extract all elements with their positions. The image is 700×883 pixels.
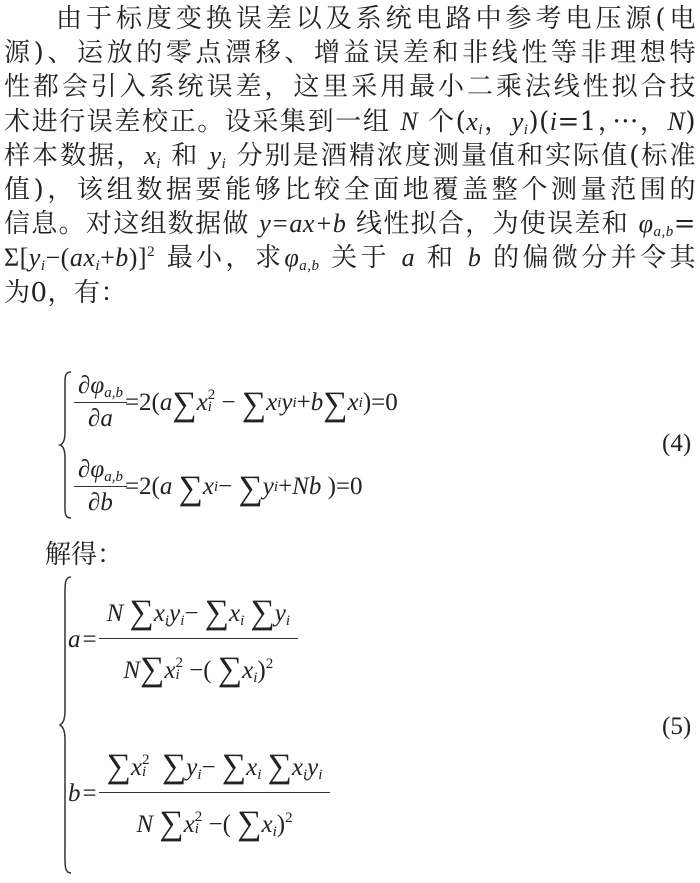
para-line-7: 信息。对这组数据做 y=ax+b 线性拟合，为使误差和 $\varphi_{a,b}=$ [4,209,697,241]
partial-frac-b: $\frac{\partial\varphi_{a,b}}{\partial b}$ [76,456,125,517]
para-line-9: 为0，有： [4,277,128,308]
frac-a: N $\sum x_iy_i- \sum x_i$ $\sum y_i$ $N\sum x^2$ i −( $\sum x_i)^2$ [101,594,296,685]
partial-frac-a: $\frac{\partial\varphi_{a,b}}{\partial a}$ [76,372,125,433]
equation-number-4: (4) [662,430,692,457]
para-line-8: $\Sigma[y_i-(ax_i+b)]^2$ 最小，求$\varphi_{a,b}$ 关于 a 和 b 的偏微分并令其 [4,243,696,275]
para-line-1: 由于标度变换误差以及系统电路中参考电压源(电 [56,4,696,34]
frac-b: $\sum x^2$ i $\sum y_i- \sum x_i$ $\sum x_iy_i$ N $\sum x^2$ i −( $\sum x_i)^2$ [101,748,329,839]
equation-5a: a = N $\sum x_iy_i- \sum x_i$ $\sum y_i$ $N\sum x^2$ i −( $\sum x_i)^2$ [68,594,296,685]
para-line-5: 样本数据，$x_i$ 和 $y_i$ 分别是酒精浓度测量值和实际值(标准 [4,140,696,172]
para-line-4: 术进行误差校正。设采集到一组 N 个($x_i$，$y_i)(i=1$，···，N) [4,106,696,138]
equation-number-5: (5) [662,713,692,740]
brace-eq4 [58,370,74,520]
equation-4b: $\frac{\partial\varphi_{a,b}}{\partial b}$ =2( a ∑ x i − ∑ y i + Nb )=0 [76,456,363,517]
equation-4a: $\frac{\partial\varphi_{a,b}}{\partial a}$ =2( a ∑ x $^2$ i − ∑ x i y i + b ∑ x i )=0 [76,372,398,433]
para-line-2: 源)、运放的零点漂移、增益误差和非线性等非理想特 [4,38,696,69]
equation-5b: b = $\sum x^2$ i $\sum y_i- \sum x_i$ $\sum x_iy_i$ N $\sum x^2$ i −( $\sum x_i)^2$ [68,748,328,839]
solve-label: 解得： [45,540,124,570]
para-line-3: 性都会引入系统误差，这里采用最小二乘法线性拟合技 [4,72,696,103]
para-line-6: 值)，该组数据要能够比较全面地覆盖整个测量范围的 [4,174,696,205]
paragraph [4,2,696,310]
